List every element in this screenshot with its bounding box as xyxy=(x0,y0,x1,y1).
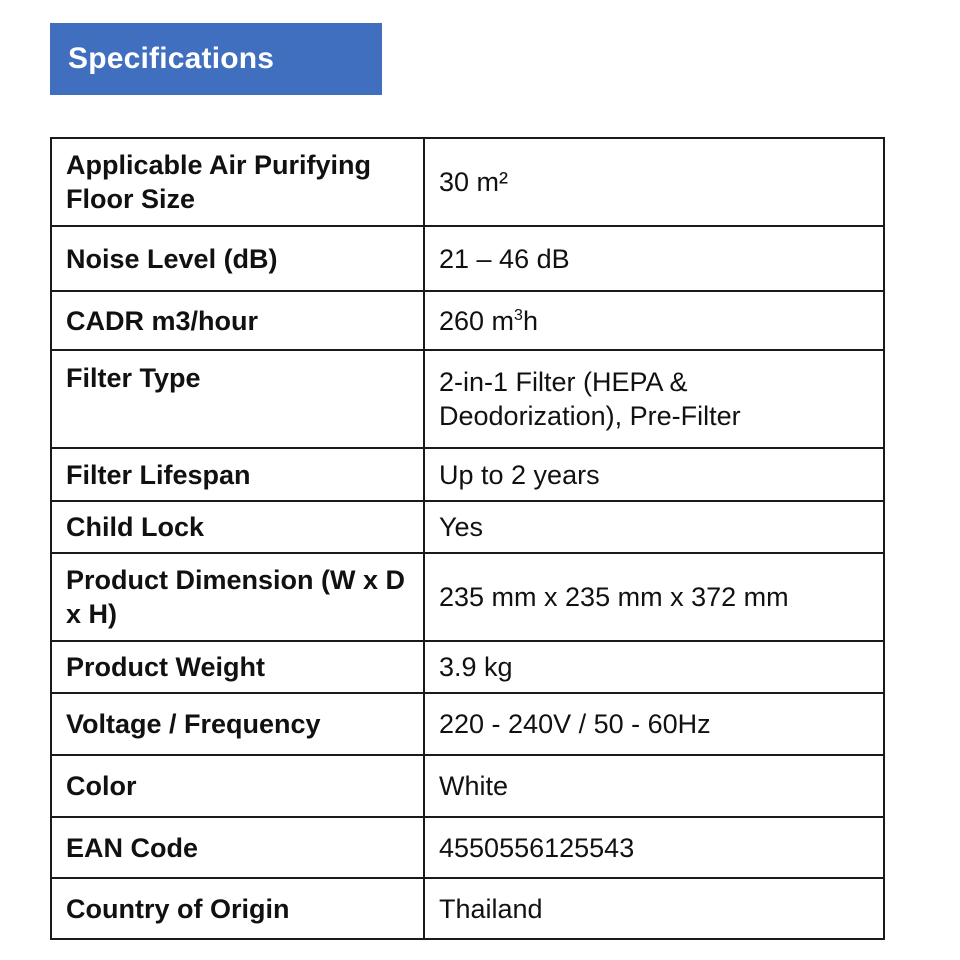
spec-value-child-lock: Yes xyxy=(424,501,884,553)
spec-value-ean-code: 4550556125543 xyxy=(424,817,884,878)
cadr-value-main: 260 m xyxy=(439,305,515,336)
spec-label-product-dimension: Product Dimension (W x D x H) xyxy=(51,553,424,641)
spec-label-voltage-frequency: Voltage / Frequency xyxy=(51,693,424,755)
spec-label-filter-lifespan: Filter Lifespan xyxy=(51,448,424,501)
spec-value-noise-level: 21 – 46 dB xyxy=(424,226,884,291)
spec-label-cadr: CADR m3/hour xyxy=(51,291,424,350)
specifications-table xyxy=(50,137,885,940)
cadr-value-superscript: 3 xyxy=(514,306,523,324)
table-row xyxy=(51,448,884,501)
specifications-header xyxy=(50,23,382,95)
spec-value-color: White xyxy=(424,755,884,817)
spec-value-product-dimension: 235 mm x 235 mm x 372 mm xyxy=(424,553,884,641)
table-row xyxy=(51,553,884,641)
spec-value-floor-size: 30 m² xyxy=(424,138,884,226)
page-title: Specifications xyxy=(68,42,275,75)
spec-label-floor-size: Applicable Air Purifying Floor Size xyxy=(51,138,424,226)
spec-label-color: Color xyxy=(51,755,424,817)
table-row xyxy=(51,817,884,878)
spec-value-filter-type: 2-in-1 Filter (HEPA & Deodorization), Pre-Filter xyxy=(424,350,884,448)
table-row xyxy=(51,226,884,291)
table-row xyxy=(51,501,884,553)
table-row xyxy=(51,878,884,939)
spec-value-voltage-frequency: 220 - 240V / 50 - 60Hz xyxy=(424,693,884,755)
cadr-value-tail: h xyxy=(522,305,538,336)
spec-value-filter-lifespan: Up to 2 years xyxy=(424,448,884,501)
table-row xyxy=(51,641,884,693)
table-row xyxy=(51,350,884,448)
spec-label-child-lock: Child Lock xyxy=(51,501,424,553)
spec-label-filter-type: Filter Type xyxy=(51,350,424,448)
spec-value-product-weight: 3.9 kg xyxy=(424,641,884,693)
spec-value-country-of-origin: Thailand xyxy=(424,878,884,939)
spec-label-ean-code: EAN Code xyxy=(51,817,424,878)
table-row xyxy=(51,291,884,350)
spec-label-product-weight: Product Weight xyxy=(51,641,424,693)
table-row xyxy=(51,693,884,755)
table-row xyxy=(51,755,884,817)
spec-label-country-of-origin: Country of Origin xyxy=(51,878,424,939)
table-row xyxy=(51,138,884,226)
spec-label-noise-level: Noise Level (dB) xyxy=(51,226,424,291)
spec-value-cadr xyxy=(424,291,884,350)
